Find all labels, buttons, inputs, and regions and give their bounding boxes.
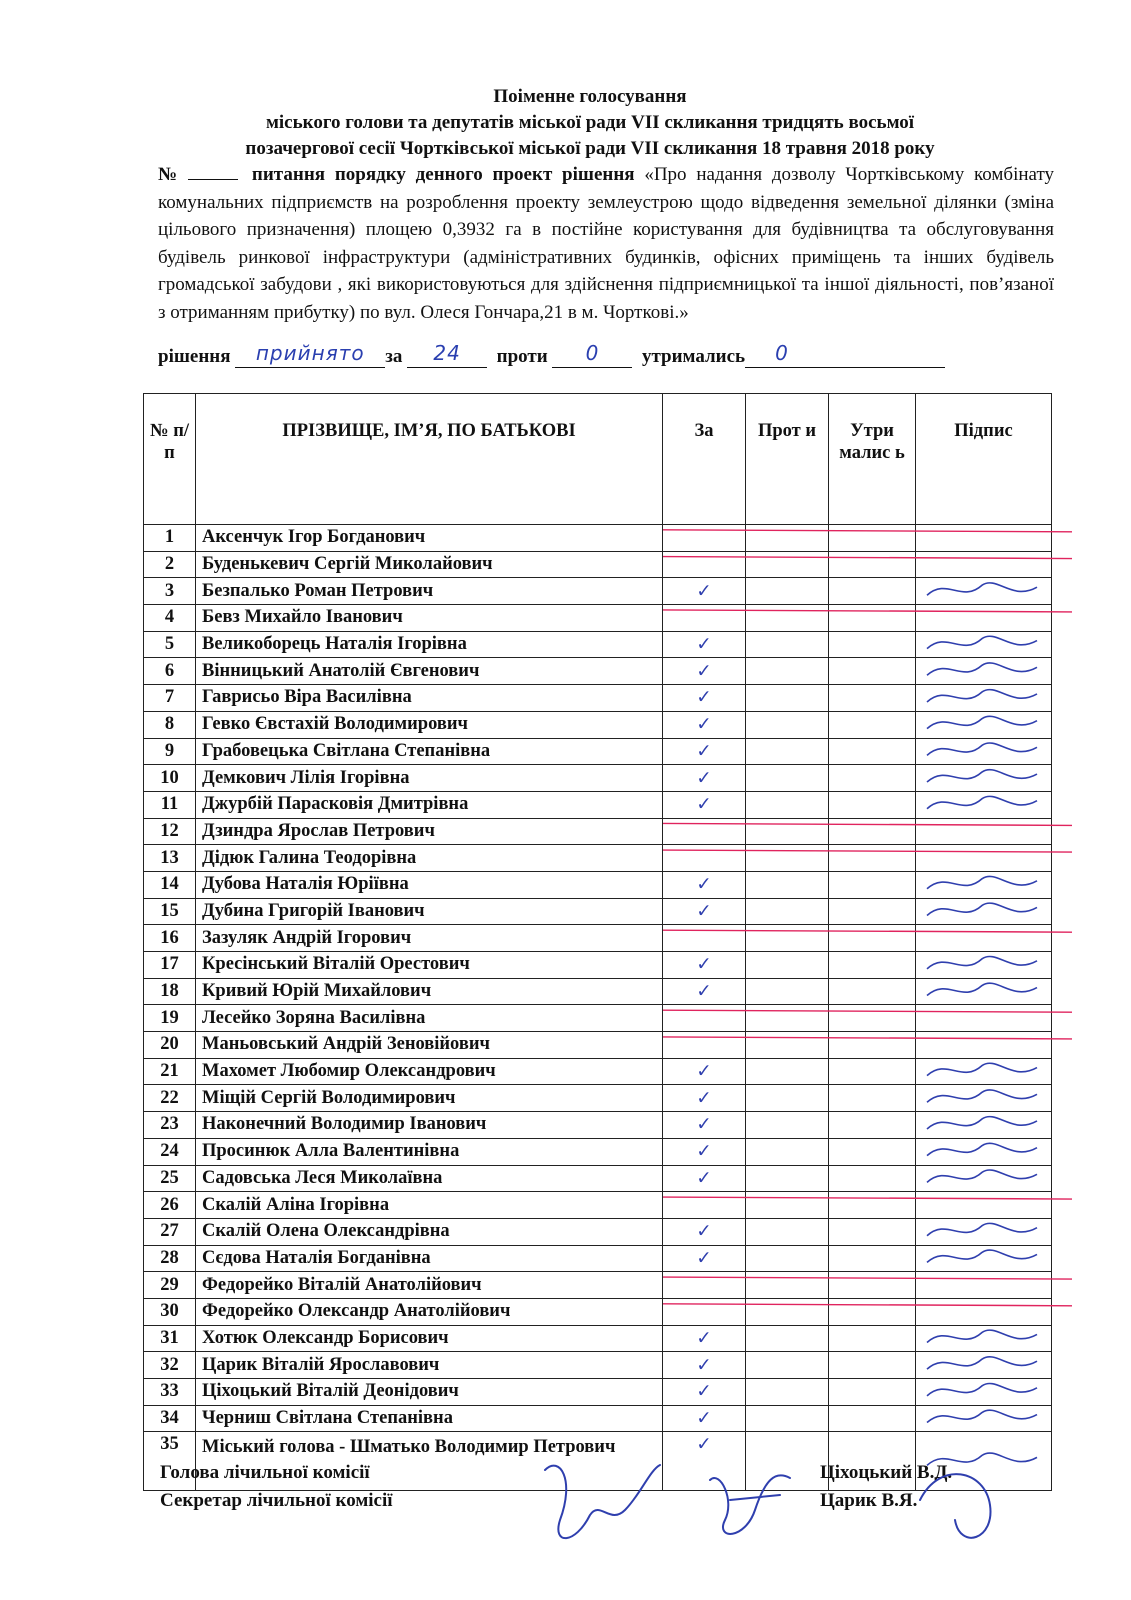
deputy-name: Демкович Лілія Ігорівна <box>196 765 663 792</box>
deputy-name: Махомет Любомир Олександрович <box>196 1058 663 1085</box>
vote-against-cell <box>746 925 829 952</box>
table-row <box>144 1298 1052 1325</box>
deputy-name: Вінницький Анатолій Євгенович <box>196 658 663 685</box>
vote-for-cell: ✓ <box>663 685 746 712</box>
table-row <box>144 791 1052 818</box>
vote-for-cell <box>663 1005 746 1032</box>
deputy-name: Ціхоцький Віталій Деонідович <box>196 1379 663 1406</box>
vote-against-cell <box>746 1138 829 1165</box>
vote-abstain-cell <box>829 1058 916 1085</box>
row-number: 9 <box>144 738 196 765</box>
vote-for-cell: ✓ <box>663 1165 746 1192</box>
vote-against-cell <box>746 551 829 578</box>
header-against: Прот и <box>746 394 829 525</box>
deputy-name: Дубова Наталія Юріївна <box>196 871 663 898</box>
vote-abstain-cell <box>829 818 916 845</box>
vote-abstain-cell <box>829 631 916 658</box>
table-row <box>144 685 1052 712</box>
vote-abstain-cell <box>829 952 916 979</box>
signature-cell <box>916 1058 1052 1085</box>
deputy-name: Дзиндра Ярослав Петрович <box>196 818 663 845</box>
vote-against-cell <box>746 578 829 605</box>
vote-for-cell: ✓ <box>663 1245 746 1272</box>
table-row <box>144 818 1052 845</box>
vote-against-cell <box>746 658 829 685</box>
vote-against-cell <box>746 1432 829 1491</box>
vote-against-cell <box>746 1272 829 1299</box>
signature-cell <box>916 551 1052 578</box>
vote-for-cell <box>663 525 746 552</box>
vote-against-cell <box>746 631 829 658</box>
vote-for-cell <box>663 1032 746 1059</box>
deputy-name: Скалій Олена Олександрівна <box>196 1218 663 1245</box>
signature-cell <box>916 765 1052 792</box>
deputy-name: Наконечний Володимир Іванович <box>196 1112 663 1139</box>
signature-cell <box>916 1405 1052 1432</box>
decision-label: рішення <box>158 346 231 367</box>
vote-against-cell <box>746 952 829 979</box>
row-number: 21 <box>144 1058 196 1085</box>
vote-for-cell: ✓ <box>663 1138 746 1165</box>
signature-cell <box>916 1005 1052 1032</box>
table-row <box>144 952 1052 979</box>
vote-for-cell: ✓ <box>663 1405 746 1432</box>
vote-against-cell <box>746 1192 829 1219</box>
vote-against-cell <box>746 1058 829 1085</box>
vote-against-cell <box>746 525 829 552</box>
against-label: проти <box>496 346 548 367</box>
vote-abstain-cell <box>829 978 916 1005</box>
vote-for-cell <box>663 1192 746 1219</box>
deputy-name: Черниш Світлана Степанівна <box>196 1405 663 1432</box>
vote-abstain-cell <box>829 925 916 952</box>
row-number: 28 <box>144 1245 196 1272</box>
vote-for-cell: ✓ <box>663 1325 746 1352</box>
signature-cell <box>916 1298 1052 1325</box>
vote-abstain-cell <box>829 1112 916 1139</box>
signature-cell <box>916 1379 1052 1406</box>
chair-name: Ціхоцький В.Д. <box>820 1462 953 1483</box>
vote-abstain-cell <box>829 1405 916 1432</box>
vote-for-cell: ✓ <box>663 1352 746 1379</box>
header-name: ПРІЗВИЩЕ, ІМ’Я, ПО БАТЬКОВІ <box>196 394 663 525</box>
vote-abstain-cell <box>829 845 916 872</box>
signature-cell <box>916 1138 1052 1165</box>
vote-against-cell <box>746 1085 829 1112</box>
vote-against-cell <box>746 898 829 925</box>
vote-against-cell <box>746 1379 829 1406</box>
row-number: 22 <box>144 1085 196 1112</box>
secretary-label: Секретар лічильної комісії <box>160 1490 393 1511</box>
deputy-name: Садовська Леся Миколаївна <box>196 1165 663 1192</box>
vote-against-cell <box>746 711 829 738</box>
table-row <box>144 871 1052 898</box>
vote-abstain-cell <box>829 1032 916 1059</box>
deputy-name: Царик Віталій Ярославович <box>196 1352 663 1379</box>
vote-abstain-cell <box>829 1218 916 1245</box>
vote-abstain-cell <box>829 765 916 792</box>
vote-for-cell: ✓ <box>663 765 746 792</box>
row-number: 27 <box>144 1218 196 1245</box>
vote-for-cell <box>663 818 746 845</box>
row-number: 7 <box>144 685 196 712</box>
row-number: 20 <box>144 1032 196 1059</box>
document-title <box>120 84 1060 162</box>
vote-against-cell <box>746 605 829 632</box>
agenda-question <box>158 161 1054 326</box>
row-number: 35 <box>144 1432 196 1491</box>
chair-label: Голова лічильної комісії <box>160 1462 370 1483</box>
deputy-name: Сєдова Наталія Богданівна <box>196 1245 663 1272</box>
table-body <box>144 525 1052 1491</box>
vote-for-cell: ✓ <box>663 711 746 738</box>
signature-cell <box>916 898 1052 925</box>
table-row <box>144 925 1052 952</box>
vote-against-cell <box>746 1165 829 1192</box>
row-number: 6 <box>144 658 196 685</box>
table-row <box>144 898 1052 925</box>
signature-cell <box>916 952 1052 979</box>
signature-cell <box>916 1325 1052 1352</box>
row-number: 17 <box>144 952 196 979</box>
vote-for-cell: ✓ <box>663 978 746 1005</box>
row-number: 10 <box>144 765 196 792</box>
row-number: 34 <box>144 1405 196 1432</box>
row-number: 5 <box>144 631 196 658</box>
signature-cell <box>916 1245 1052 1272</box>
vote-against-cell <box>746 791 829 818</box>
table-row <box>144 1165 1052 1192</box>
vote-against-cell <box>746 1245 829 1272</box>
vote-against-cell <box>746 1032 829 1059</box>
deputy-name: Скалій Аліна Ігорівна <box>196 1192 663 1219</box>
table-row <box>144 978 1052 1005</box>
row-number: 19 <box>144 1005 196 1032</box>
vote-abstain-cell <box>829 658 916 685</box>
row-number: 15 <box>144 898 196 925</box>
vote-for-cell <box>663 1298 746 1325</box>
table-row <box>144 1245 1052 1272</box>
vote-against-cell <box>746 978 829 1005</box>
table-row <box>144 765 1052 792</box>
signature-cell <box>916 1112 1052 1139</box>
deputy-name: Просинюк Алла Валентинівна <box>196 1138 663 1165</box>
table-row <box>144 1405 1052 1432</box>
vote-abstain-cell <box>829 605 916 632</box>
table-row <box>144 658 1052 685</box>
against-count-field <box>552 343 632 368</box>
vote-for-cell <box>663 551 746 578</box>
row-number: 4 <box>144 605 196 632</box>
vote-for-cell: ✓ <box>663 1218 746 1245</box>
row-number: 14 <box>144 871 196 898</box>
table-row <box>144 1085 1052 1112</box>
vote-for-cell: ✓ <box>663 898 746 925</box>
deputy-name: Міський голова - Шматько Володимир Петрович <box>196 1432 663 1491</box>
signature-cell <box>916 1032 1052 1059</box>
vote-abstain-cell <box>829 1325 916 1352</box>
deputy-name: Міщій Сергій Володимирович <box>196 1085 663 1112</box>
signature-cell <box>916 1352 1052 1379</box>
signature-cell <box>916 738 1052 765</box>
vote-against-cell <box>746 1352 829 1379</box>
abstain-count: 0 <box>775 341 789 365</box>
header-abstain: Утри малис ь <box>829 394 916 525</box>
vote-against-cell <box>746 1405 829 1432</box>
vote-for-cell: ✓ <box>663 1058 746 1085</box>
signature-cell <box>916 818 1052 845</box>
table-row <box>144 711 1052 738</box>
signature-cell <box>916 578 1052 605</box>
row-number: 16 <box>144 925 196 952</box>
abstain-label: утримались <box>641 346 746 367</box>
row-number: 23 <box>144 1112 196 1139</box>
vote-against-cell <box>746 845 829 872</box>
deputy-name: Зазуляк Андрій Ігорович <box>196 925 663 952</box>
deputy-name: Дубина Григорій Іванович <box>196 898 663 925</box>
table-row <box>144 1058 1052 1085</box>
deputy-name: Буденькевич Сергій Миколайович <box>196 551 663 578</box>
header-for: За <box>663 394 746 525</box>
vote-for-cell: ✓ <box>663 578 746 605</box>
row-number: 31 <box>144 1325 196 1352</box>
question-number-blank <box>188 165 238 180</box>
row-number: 2 <box>144 551 196 578</box>
question-text: «Про надання дозволу Чортківському комбінату комунальних підприємств на розроблення проекту землеустрою щодо відведення земельної ділянки (зміна цільового призначення) площею 0,3932 га в постійне користування для будівництва та обслуговування будівель ринкової інфраструктури (адміністративних будинків, офісних приміщень та інших будівель громадської забудови , які використовуються для здійснення підприємницької та іншої діяльності, пов’язаної з отриманням прибутку) по вул. Олеся Гончара,21 в м. Чорткові.» <box>158 164 1055 323</box>
vote-against-cell <box>746 738 829 765</box>
table-row <box>144 1112 1052 1139</box>
deputy-name: Федорейко Олександр Анатолійович <box>196 1298 663 1325</box>
table-row <box>144 738 1052 765</box>
vote-abstain-cell <box>829 1272 916 1299</box>
vote-abstain-cell <box>829 1379 916 1406</box>
signature-cell <box>916 685 1052 712</box>
table-row <box>144 551 1052 578</box>
table-row <box>144 578 1052 605</box>
deputy-name: Великоборець Наталія Ігорівна <box>196 631 663 658</box>
decision-summary <box>158 343 1058 368</box>
vote-for-cell <box>663 1272 746 1299</box>
table-row <box>144 1032 1052 1059</box>
decision-value: прийнято <box>255 341 365 365</box>
table-row <box>144 1218 1052 1245</box>
deputy-name: Аксенчук Ігор Богданович <box>196 525 663 552</box>
signature-cell <box>916 1192 1052 1219</box>
vote-against-cell <box>746 1112 829 1139</box>
table-row <box>144 1272 1052 1299</box>
deputy-name: Кривий Юрій Михайлович <box>196 978 663 1005</box>
vote-abstain-cell <box>829 1005 916 1032</box>
signature-cell <box>916 1218 1052 1245</box>
vote-against-cell <box>746 818 829 845</box>
vote-for-cell: ✓ <box>663 791 746 818</box>
vote-abstain-cell <box>829 525 916 552</box>
deputy-name: Кресінський Віталій Орестович <box>196 952 663 979</box>
vote-for-cell <box>663 845 746 872</box>
vote-abstain-cell <box>829 1085 916 1112</box>
table-row <box>144 1379 1052 1406</box>
row-number: 26 <box>144 1192 196 1219</box>
table-row <box>144 1138 1052 1165</box>
vote-against-cell <box>746 1298 829 1325</box>
vote-abstain-cell <box>829 791 916 818</box>
row-number: 30 <box>144 1298 196 1325</box>
question-lead: питання порядку денного проект рішення <box>251 164 635 185</box>
deputy-name: Федорейко Віталій Анатолійович <box>196 1272 663 1299</box>
signature-cell <box>916 1165 1052 1192</box>
vote-abstain-cell <box>829 738 916 765</box>
vote-abstain-cell <box>829 1352 916 1379</box>
deputy-name: Джурбій Парасковія Дмитрівна <box>196 791 663 818</box>
vote-against-cell <box>746 1218 829 1245</box>
signature-cell <box>916 978 1052 1005</box>
for-label: за <box>385 346 403 367</box>
table-row <box>144 631 1052 658</box>
deputy-name: Гевко Євстахій Володимирович <box>196 711 663 738</box>
signature-cell <box>916 871 1052 898</box>
vote-against-cell <box>746 685 829 712</box>
vote-abstain-cell <box>829 1245 916 1272</box>
row-number: 32 <box>144 1352 196 1379</box>
vote-abstain-cell <box>829 1165 916 1192</box>
deputy-name: Грабовецька Світлана Степанівна <box>196 738 663 765</box>
row-number: 29 <box>144 1272 196 1299</box>
signature-cell <box>916 791 1052 818</box>
row-number: 18 <box>144 978 196 1005</box>
vote-abstain-cell <box>829 871 916 898</box>
row-number: 25 <box>144 1165 196 1192</box>
vote-against-cell <box>746 871 829 898</box>
signature-cell <box>916 845 1052 872</box>
vote-abstain-cell <box>829 1138 916 1165</box>
deputy-name: Хотюк Олександр Борисович <box>196 1325 663 1352</box>
vote-for-cell: ✓ <box>663 1085 746 1112</box>
deputy-name: Бевз Михайло Іванович <box>196 605 663 632</box>
table-row <box>144 845 1052 872</box>
row-number: 1 <box>144 525 196 552</box>
row-number: 8 <box>144 711 196 738</box>
vote-against-cell <box>746 765 829 792</box>
signature-cell <box>916 1272 1052 1299</box>
signature-cell <box>916 658 1052 685</box>
vote-for-cell: ✓ <box>663 952 746 979</box>
roll-call-table <box>143 393 1052 1491</box>
vote-for-cell: ✓ <box>663 1379 746 1406</box>
vote-abstain-cell <box>829 711 916 738</box>
row-number: 3 <box>144 578 196 605</box>
row-number: 33 <box>144 1379 196 1406</box>
row-number: 12 <box>144 818 196 845</box>
vote-for-cell: ✓ <box>663 738 746 765</box>
secretary-name: Царик В.Я. <box>820 1490 918 1511</box>
vote-against-cell <box>746 1325 829 1352</box>
deputy-name: Безпалько Роман Петрович <box>196 578 663 605</box>
title-line-2: міського голови та депутатів міської ради VII скликання тридцять восьмої <box>265 112 915 133</box>
vote-abstain-cell <box>829 685 916 712</box>
question-number-label: № <box>158 164 183 185</box>
title-line-3: позачергової сесії Чортківської міської ради VII скликання 18 травня 2018 року <box>245 138 935 159</box>
vote-for-cell: ✓ <box>663 871 746 898</box>
decision-value-field <box>235 343 385 368</box>
for-count-field <box>407 343 487 368</box>
deputy-name: Гаврисьо Віра Василівна <box>196 685 663 712</box>
signature-cell <box>916 925 1052 952</box>
vote-for-cell: ✓ <box>663 658 746 685</box>
vote-abstain-cell <box>829 551 916 578</box>
vote-for-cell: ✓ <box>663 1112 746 1139</box>
signature-cell <box>916 631 1052 658</box>
vote-against-cell <box>746 1005 829 1032</box>
vote-abstain-cell <box>829 1298 916 1325</box>
for-count: 24 <box>433 341 461 365</box>
signature-cell <box>916 1085 1052 1112</box>
header-num: № п/п <box>144 394 196 525</box>
table-row <box>144 1325 1052 1352</box>
signature-cell <box>916 605 1052 632</box>
against-count: 0 <box>585 341 600 365</box>
table-row <box>144 1352 1052 1379</box>
abstain-count-field <box>745 343 945 368</box>
row-number: 11 <box>144 791 196 818</box>
signature-cell <box>916 711 1052 738</box>
vote-abstain-cell <box>829 898 916 925</box>
vote-for-cell: ✓ <box>663 631 746 658</box>
row-number: 13 <box>144 845 196 872</box>
deputy-name: Лесейко Зоряна Василівна <box>196 1005 663 1032</box>
vote-for-cell: ✓ <box>663 1432 746 1491</box>
title-line-1: Поіменне голосування <box>493 86 687 107</box>
header-signature: Підпис <box>916 394 1052 525</box>
vote-for-cell <box>663 605 746 632</box>
vote-for-cell <box>663 925 746 952</box>
vote-abstain-cell <box>829 1192 916 1219</box>
vote-abstain-cell <box>829 578 916 605</box>
table-row <box>144 605 1052 632</box>
deputy-name: Дідюк Галина Теодорівна <box>196 845 663 872</box>
table-row <box>144 1005 1052 1032</box>
deputy-name: Маньовський Андрій Зеновійович <box>196 1032 663 1059</box>
signature-cell <box>916 525 1052 552</box>
table-row <box>144 525 1052 552</box>
table-header-row <box>144 394 1052 525</box>
table-row <box>144 1192 1052 1219</box>
row-number: 24 <box>144 1138 196 1165</box>
